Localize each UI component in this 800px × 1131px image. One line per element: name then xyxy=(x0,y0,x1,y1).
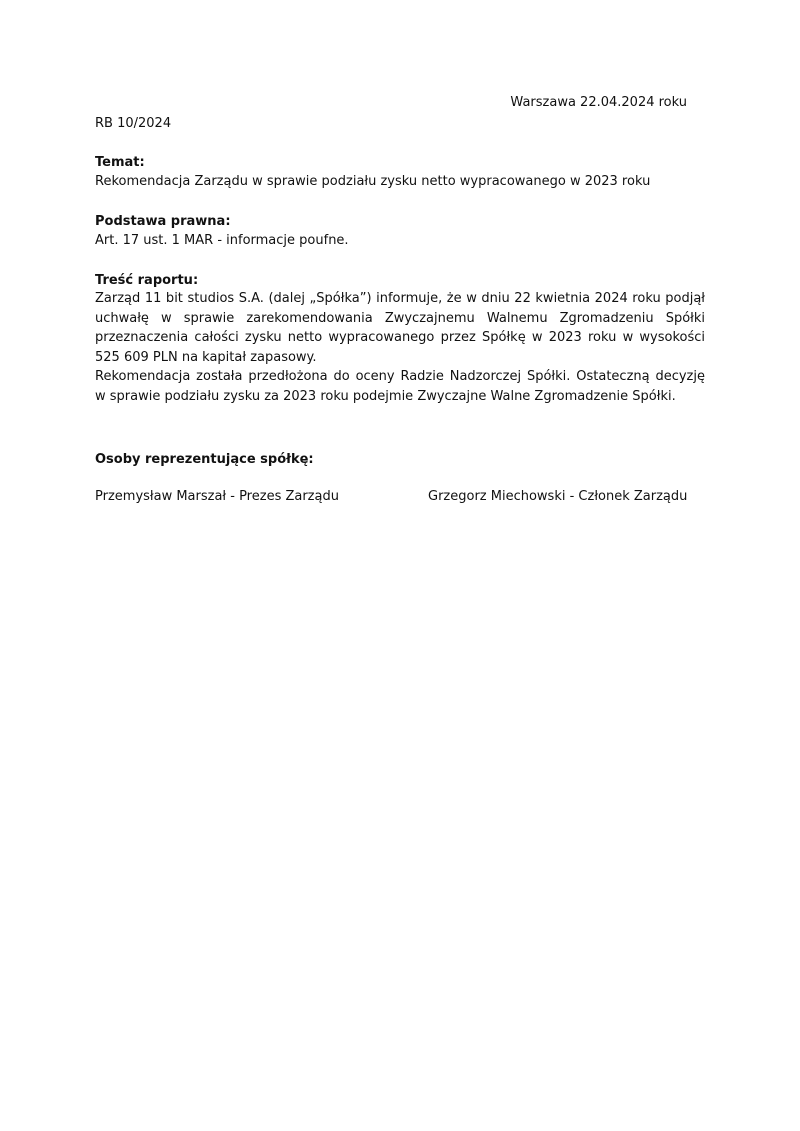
representative-1: Przemysław Marszał - Prezes Zarządu xyxy=(95,489,339,504)
content-line: przeznaczenia całości zysku netto wypracowanego przez Spółkę w 2023 roku w wysokości xyxy=(95,330,705,345)
content-line: w sprawie podziału zysku za 2023 roku podejmie Zwyczajne Walne Zgromadzenie Spółki. xyxy=(95,388,676,404)
content-label: Treść raportu: xyxy=(95,273,199,288)
report-number: RB 10/2024 xyxy=(95,116,172,131)
legal-basis-label: Podstawa prawna: xyxy=(95,214,231,229)
place-date: Warszawa 22.04.2024 roku xyxy=(510,95,687,110)
topic-label: Temat: xyxy=(95,155,145,170)
representatives-label: Osoby reprezentujące spółkę: xyxy=(95,452,314,467)
topic-text: Rekomendacja Zarządu w sprawie podziału zysku netto wypracowanego w 2023 roku xyxy=(95,174,651,189)
content-line: 525 609 PLN na kapitał zapasowy. xyxy=(95,349,317,365)
legal-basis-text: Art. 17 ust. 1 MAR - informacje poufne. xyxy=(95,233,349,248)
content-line: Zarząd 11 bit studios S.A. (dalej „Spółka”) informuje, że w dniu 22 kwietnia 2024 roku podjął xyxy=(95,291,705,306)
representative-2: Grzegorz Miechowski - Członek Zarządu xyxy=(428,489,688,504)
content-line: Rekomendacja została przedłożona do oceny Radzie Nadzorczej Spółki. Ostateczną decyzję xyxy=(95,369,705,384)
content-line: uchwałę w sprawie zarekomendowania Zwyczajnemu Walnemu Zgromadzeniu Spółki xyxy=(95,310,705,326)
